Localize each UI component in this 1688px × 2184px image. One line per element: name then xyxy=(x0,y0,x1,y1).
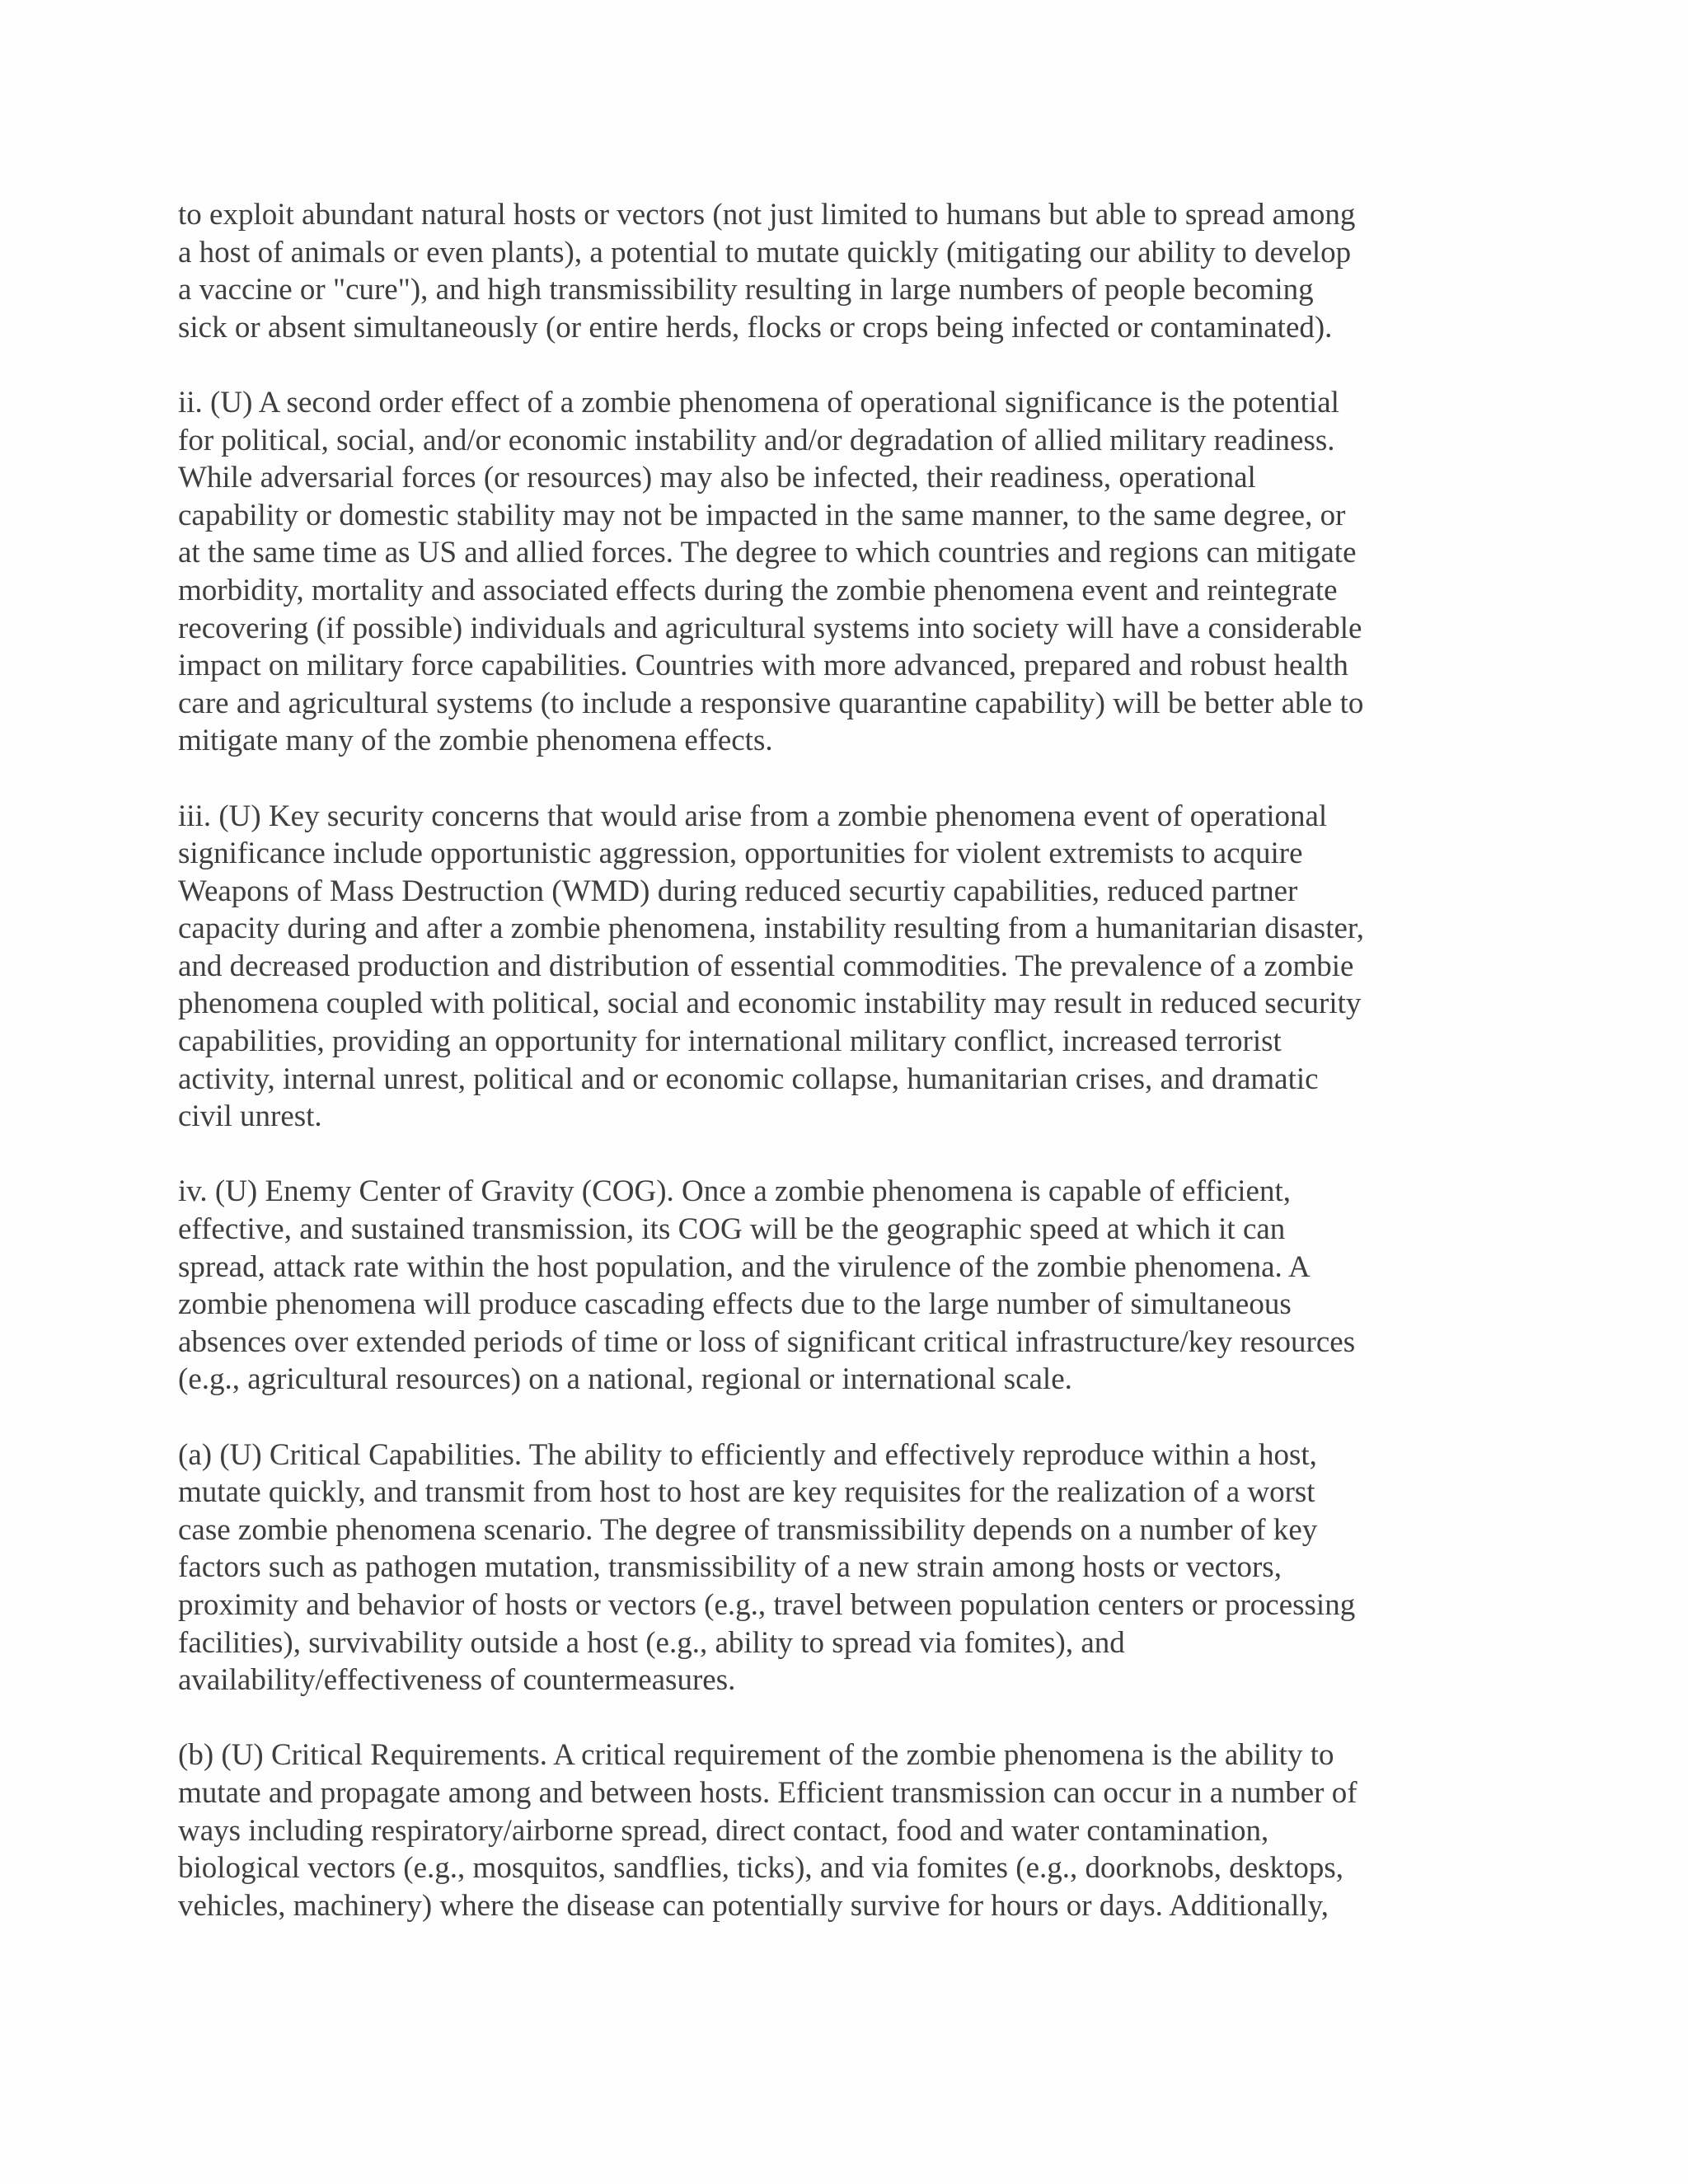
paragraph-iii-security-concerns xyxy=(178,798,1464,1136)
text-line: ii. (U) A second order effect of a zombie phenomena of operational significance is the potential xyxy=(178,385,1339,419)
text-line: a vaccine or "cure"), and high transmissibility resulting in large numbers of people becoming xyxy=(178,273,1314,307)
text-line: significance include opportunistic aggression, opportunities for violent extremists to acquire xyxy=(178,837,1303,871)
text-line: (e.g., agricultural resources) on a national, regional or international scale. xyxy=(178,1362,1072,1397)
paragraph-a-critical-capabilities xyxy=(178,1436,1464,1699)
text-line: ways including respiratory/airborne spread, direct contact, food and water contamination, xyxy=(178,1813,1269,1848)
paragraph-b-critical-requirements xyxy=(178,1736,1464,1924)
text-line: vehicles, machinery) where the disease can potentially survive for hours or days. Additionally, xyxy=(178,1888,1329,1923)
text-line: zombie phenomena will produce cascading effects due to the large number of simultaneous xyxy=(178,1287,1292,1322)
text-line: civil unrest. xyxy=(178,1099,322,1134)
document-body xyxy=(178,196,1464,1924)
text-line: facilities), survivability outside a host (e.g., ability to spread via fomites), and xyxy=(178,1625,1125,1660)
text-line: spread, attack rate within the host population, and the virulence of the zombie phenomena. A xyxy=(178,1249,1311,1284)
text-line: mitigate many of the zombie phenomena effects. xyxy=(178,724,773,758)
text-line: availability/effectiveness of countermeasures. xyxy=(178,1663,736,1698)
text-line: (b) (U) Critical Requirements. A critical requirement of the zombie phenomena is the ability to xyxy=(178,1738,1334,1773)
text-line: for political, social, and/or economic instability and/or degradation of allied military readiness. xyxy=(178,423,1335,457)
text-line: to exploit abundant natural hosts or vectors (not just limited to humans but able to spread among xyxy=(178,198,1356,232)
text-line: iii. (U) Key security concerns that would arise from a zombie phenomena event of operational xyxy=(178,799,1328,833)
text-line: case zombie phenomena scenario. The degree of transmissibility depends on a number of key xyxy=(178,1512,1318,1547)
paragraph-iv-enemy-center-of-gravity xyxy=(178,1173,1464,1399)
text-line: iv. (U) Enemy Center of Gravity (COG). Once a zombie phenomena is capable of efficient, xyxy=(178,1174,1292,1209)
text-line: factors such as pathogen mutation, transmissibility of a new strain among hosts or vectors, xyxy=(178,1550,1282,1585)
text-line: effective, and sustained transmission, its COG will be the geographic speed at which it can xyxy=(178,1212,1286,1247)
text-line: mutate quickly, and transmit from host to host are key requisites for the realization of a worst xyxy=(178,1475,1315,1510)
text-line: (a) (U) Critical Capabilities. The ability to efficiently and effectively reproduce within a host, xyxy=(178,1437,1317,1472)
paragraph-hosts-vectors xyxy=(178,196,1464,346)
text-line: impact on military force capabilities. Countries with more advanced, prepared and robust health xyxy=(178,649,1348,683)
text-line: at the same time as US and allied forces. The degree to which countries and regions can mitigate xyxy=(178,536,1357,570)
text-line: and decreased production and distribution of essential commodities. The prevalence of a zombie xyxy=(178,949,1354,983)
paragraph-ii-second-order-effect xyxy=(178,384,1464,760)
text-line: sick or absent simultaneously (or entire herds, flocks or crops being infected or contaminated). xyxy=(178,310,1333,344)
text-line: a host of animals or even plants), a potential to mutate quickly (mitigating our ability to develop xyxy=(178,235,1352,269)
text-line: absences over extended periods of time or loss of significant critical infrastructure/key resources xyxy=(178,1324,1356,1359)
text-line: Weapons of Mass Destruction (WMD) during reduced securtiy capabilities, reduced partner xyxy=(178,874,1298,908)
text-line: capacity during and after a zombie phenomena, instability resulting from a humanitarian disaster, xyxy=(178,912,1364,946)
text-line: capabilities, providing an opportunity for international military conflict, increased terrorist xyxy=(178,1024,1282,1059)
text-line: biological vectors (e.g., mosquitos, sandflies, ticks), and via fomites (e.g., doorknobs, desktops, xyxy=(178,1851,1343,1886)
text-line: care and agricultural systems (to include a responsive quarantine capability) will be better able to xyxy=(178,686,1364,720)
text-line: morbidity, mortality and associated effects during the zombie phenomena event and reintegrate xyxy=(178,573,1338,607)
text-line: activity, internal unrest, political and or economic collapse, humanitarian crises, and dramatic xyxy=(178,1062,1319,1096)
text-line: phenomena coupled with political, social and economic instability may result in reduced security xyxy=(178,987,1362,1021)
text-line: recovering (if possible) individuals and agricultural systems into society will have a considerable xyxy=(178,611,1362,645)
text-line: proximity and behavior of hosts or vectors (e.g., travel between population centers or processing xyxy=(178,1587,1356,1622)
text-line: capability or domestic stability may not be impacted in the same manner, to the same degree, or xyxy=(178,498,1346,532)
text-line: While adversarial forces (or resources) may also be infected, their readiness, operational xyxy=(178,461,1256,495)
text-line: mutate and propagate among and between hosts. Efficient transmission can occur in a number of xyxy=(178,1775,1357,1810)
